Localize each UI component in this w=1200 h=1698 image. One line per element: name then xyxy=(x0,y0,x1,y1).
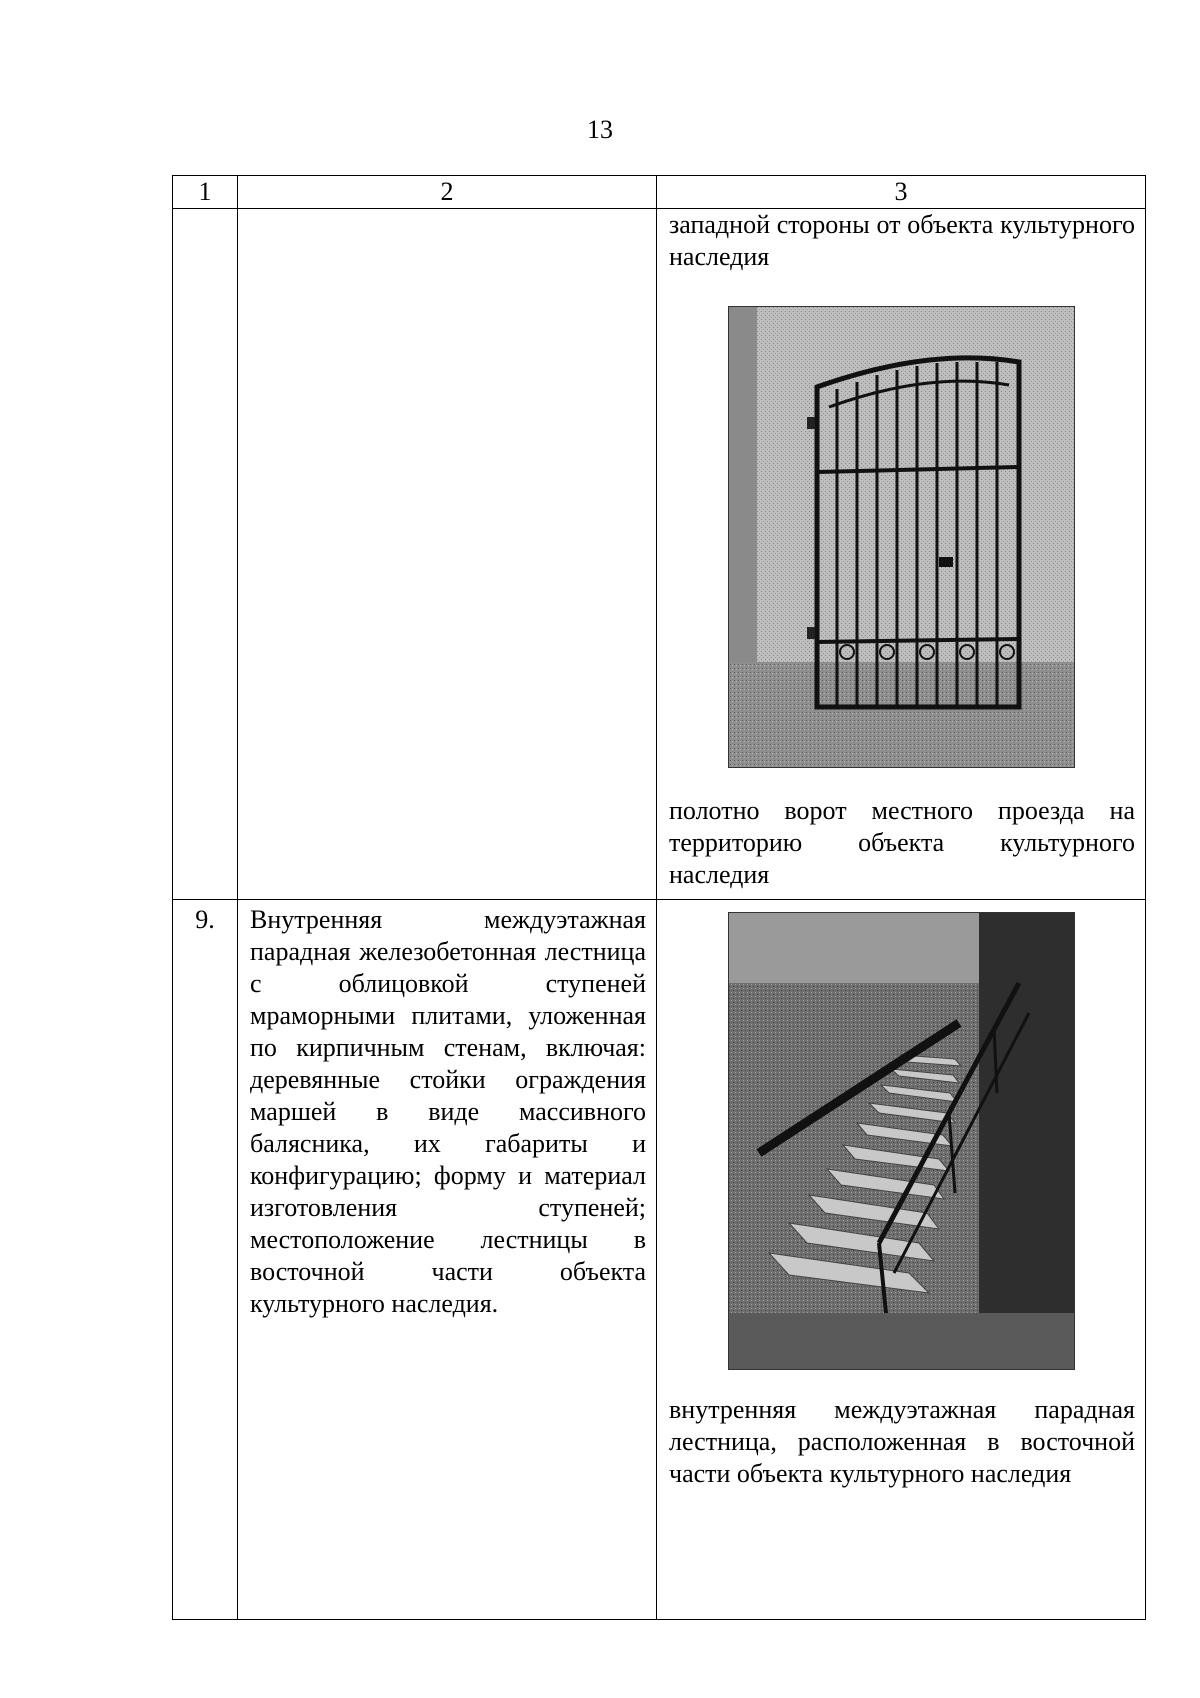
photo-caption-top: западной стороны от объекта культурного наследия xyxy=(669,210,1135,271)
row-illustration-cell xyxy=(657,209,1146,900)
header-col-1: 1 xyxy=(173,176,238,209)
staircase-photo xyxy=(728,912,1075,1370)
table-row xyxy=(173,209,1146,900)
row-description xyxy=(238,209,657,900)
row-description: Внутренняя междуэтажная парадная железобетонная лестница с облицовкой ступеней мраморными плитами, уложенная по кирпичным стенам, включая: деревянные стойки ограждения маршей в виде массивного балясника, их габариты и конфигурацию; форму и материал изготовления ступеней; местоположение лестницы в восточной части объекта культурного наследия. xyxy=(238,900,657,1620)
header-col-3: 3 xyxy=(657,176,1146,209)
row-number: 9. xyxy=(173,900,238,1620)
table-row xyxy=(173,900,1146,1620)
table-header-row xyxy=(173,176,1146,209)
header-col-2: 2 xyxy=(238,176,657,209)
photo-caption: внутренняя междуэтажная парадная лестница, расположенная в восточной части объекта культурного наследия xyxy=(669,1395,1135,1488)
heritage-table xyxy=(172,175,1146,1620)
page-number: 13 xyxy=(587,115,613,144)
iron-gate-photo xyxy=(728,306,1075,768)
photo-caption: полотно ворот местного проезда на территорию объекта культурного наследия xyxy=(669,796,1135,889)
row-number xyxy=(173,209,238,900)
row-illustration-cell xyxy=(657,900,1146,1620)
